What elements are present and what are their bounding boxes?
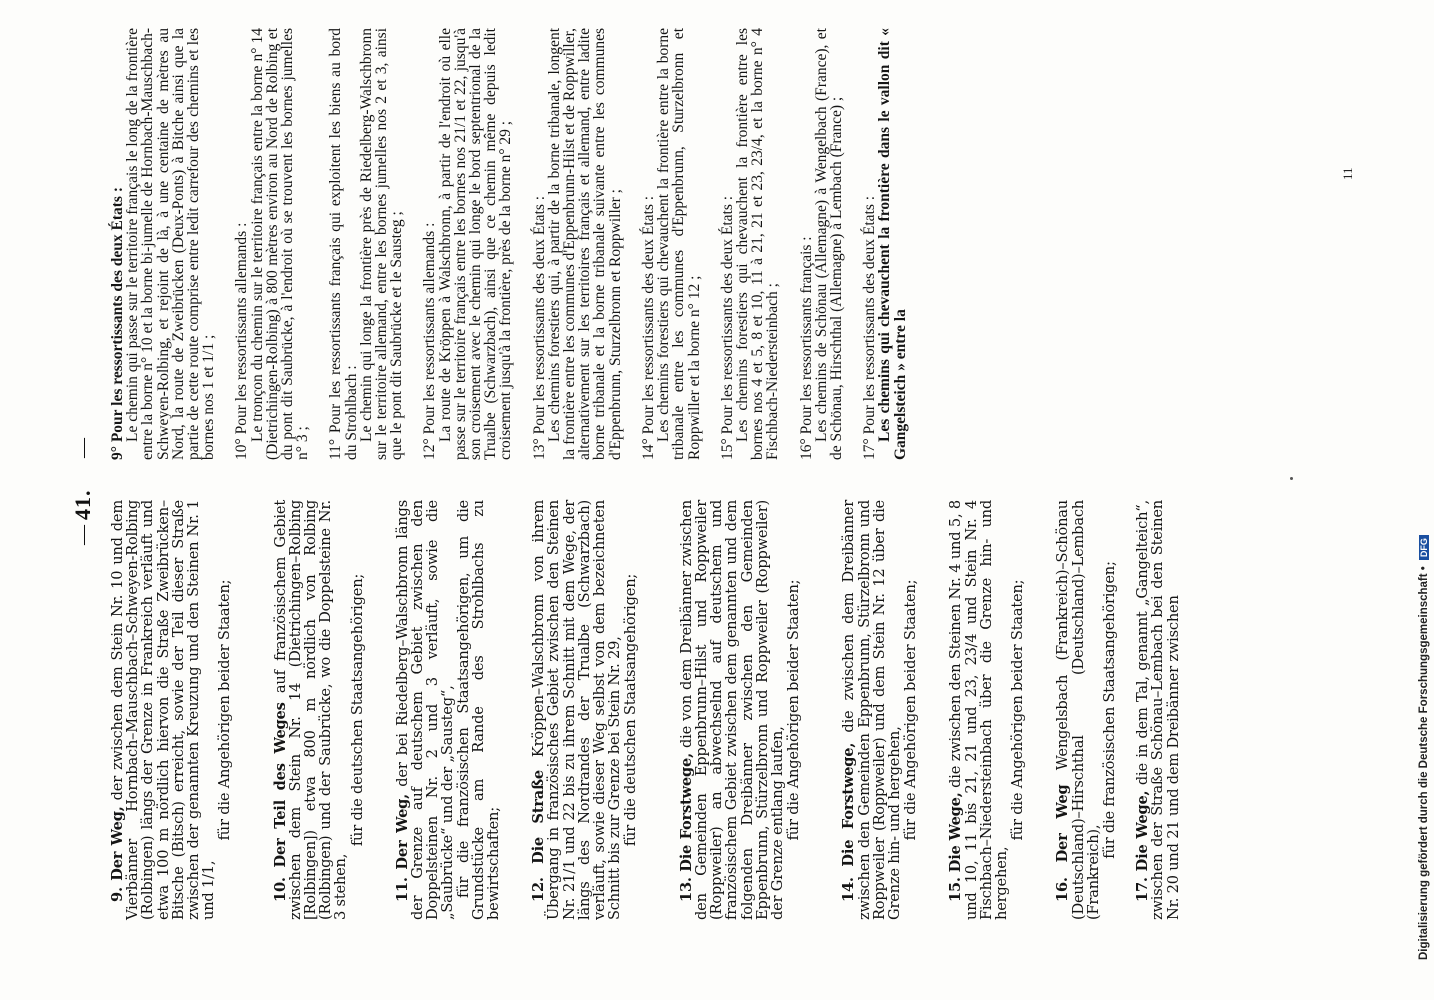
de-item-16-body: Wengelsbach (Frankreich)–Schönau (Deutschland)–Hirschthal (Deutschland)–Lembach (Frankreich), [1054, 500, 1102, 920]
fr-item-17 [862, 28, 908, 460]
fr-item-9-body: Le chemin qui passe sur le territoire français le long de la frontière entre la borne n° 10 et la borne bi-jumelle de Hornbach-Mauschbach-Schweyen-Rolbing, et rejoint de là, à une centaine de mètres au Nord, la route de Zweibrücken (Deux-Ponts) à Bitche ainsi que la partie de cette route comprise entre ledit carrefour des chemins et les bornes nos 1 et 1/1 ; [124, 28, 218, 460]
page-number: 41. [70, 489, 95, 520]
de-item-17-body: die in dem Tal, genannt „Gangelteich“, zwischen der Straße Schönau–Lembach bei den Steinen Nr. 20 und 21 und dem Dreibänner zwischen [1134, 500, 1182, 920]
page-header [70, 0, 100, 1000]
de-item-14-body: die zwischen dem Dreibänner zwischen den Gemeinden Eppenbrunn, Stürzelbronn und Roppweiler (Roppweiler) und dem Stein Nr. 12 über die Grenze hin- und hergehen, [840, 500, 903, 920]
fr-item-11 [328, 28, 404, 460]
french-column [110, 28, 908, 460]
de-item-13-body: die von dem Dreibänner zwischen den Gemeinden Eppenbrunn–Hilst und Roppweiler (Roppweiler) an abwechselnd auf deutschem und französischem Gebiet zwischen dem genannten und dem folgenden Dreibänner zwischen den Gemeinden Eppenbrunn, Stürzelbronn und Roppweiler (Roppweiler) der Grenze entlang laufen, [677, 500, 786, 920]
de-item-12-lead: 12. Die Straße [530, 770, 548, 902]
de-item-10-tail: für die deutschen Staatsangehörigen; [348, 573, 366, 847]
fr-item-10 [234, 28, 310, 460]
fr-item-17-body: Les chemins qui chevauchent la frontière dans le vallon dit « Gangelsteich » entre la [876, 28, 909, 460]
fr-item-14-head: 14° Pour les ressortissants des deux États : [639, 195, 657, 460]
fr-item-12 [422, 28, 513, 460]
de-item-9 [110, 500, 233, 920]
de-item-11-body: der bei Riedelberg–Walschbronn längs der Grenze auf deutschem Gebiet zwischen den Doppelsteinen Nr. 2 und 3 verläuft, sowie die „Saubrücke“ und der „Sausteg“, [393, 500, 457, 920]
de-item-14-lead: 14. Die Forstwege, [840, 742, 858, 902]
de-item-9-lead: 9. Der Weg, [109, 806, 126, 902]
de-item-13-lead: 13. Die Forstwege, [677, 753, 695, 902]
de-item-11-tail: für die französischen Staatsangehörigen, um die Grundstücke am Rande des Strohlbachs zu bewirtschaften; [454, 500, 503, 920]
de-item-15-body: die zwischen den Steinen Nr. 4 und 5, 8 und 10, 11 bis 21, 21 und 23, 23/4 und Stein Nr. 4 Fischbach–Niedersteinbach über die Grenze hin- und hergehen, [947, 500, 1010, 920]
de-item-10-lead: 10. Der Teil des Weges [271, 702, 289, 902]
de-item-15-lead: 15. Die Wege, [947, 792, 965, 902]
fr-item-10-head: 10° Pour les ressortissants allemands : [233, 222, 251, 460]
de-item-12-body: Kröppen–Walschbronn von ihrem Übergang in französisches Gebiet zwischen den Steinen Nr. 21/1 und 22 bis zu ihrem Schnitt mit dem Wege, der längs des Nordrandes der Trualbe (Schwarzbach) verläuft, sowie dieser Weg selbst von dem bezeichneten Schnitt bis zur Grenze bei Stein Nr. 29, [530, 500, 624, 920]
fr-item-15-head: 15° Pour les ressortissants des deux États : [718, 195, 736, 460]
stray-mark [1290, 477, 1293, 480]
de-item-16-tail: für die französischen Staatsangehörigen; [1100, 561, 1118, 859]
de-item-14 [841, 500, 918, 920]
fr-item-11-head: 11° Pour les ressortissants français qui exploitent les biens au bord du Strohlbach : [327, 28, 360, 460]
digitization-credit-text: Digitalisierung gefördert durch die Deutsche Forschungsgemeinschaft • [1418, 566, 1430, 960]
fr-item-13-head: 13° Pour les ressortissants des deux États : [530, 195, 548, 460]
fr-item-16-head: 16° Pour les ressortissants français : [797, 236, 815, 460]
fr-item-10-body: Le tronçon du chemin sur le territoire français entre la borne n° 14 (Dietrichingen-Rolbing) à 800 mètres environ au Nord de Rolbing et du pont dit Saubrücke, à l'endroit où se trouvent les bornes jumelles n° 3 ; [248, 28, 312, 460]
de-item-13 [679, 500, 802, 920]
dfg-logo: DFG [1419, 535, 1429, 560]
fr-item-13 [532, 28, 623, 460]
digitization-credit [1418, 0, 1434, 960]
fr-item-12-head: 12° Pour les ressortissants allemands : [421, 222, 439, 460]
fr-item-16-body: Les chemins de Schönau (Allemagne) à Wengelbach (France), et de Schönau, Hirschthal (Allemagne) à Lembach (France) ; [812, 28, 845, 460]
de-item-10 [273, 500, 365, 920]
de-item-12 [531, 500, 638, 920]
fr-item-14-body: Les chemins forestiers qui chevauchent la frontière entre la borne tribanale entre les communes d'Eppenbrunn, Sturzelbronn et Roppwiller et la borne n° 12 ; [655, 28, 703, 460]
de-item-14-tail: für die Angehörigen beider Staaten; [902, 579, 920, 841]
de-item-9-body: der zwischen dem Stein Nr. 10 und dem Vierbänner Hornbach–Mauschbach–Schweyen-Rolbing (Rolbingen) längs der Grenze in Frankreich verläuft und etwa 100 m nördlich hiervon die Straße Zweibrücken–Bitsche (Bitsch) erreicht, sowie der Teil dieser Straße zwischen der genannten Kreuzung und den Steinen Nr. 1 und 1/1, [109, 500, 218, 920]
fr-item-9 [110, 28, 216, 460]
fr-item-15-body: Les chemins forestiers qui chevauchent la frontière entre les bornes nos 4 et 5, 8 et 10, 11 à 21, 21 et 23, 23/4, et la borne n° 4 Fischbach-Niedersteinbach ; [733, 28, 782, 460]
de-item-17 [1135, 500, 1181, 920]
fr-item-15 [720, 28, 781, 460]
fr-item-14 [641, 28, 702, 460]
fr-item-12-body: La route de Kröppen à Walschbronn, à partir de l'endroit où elle passe sur le territoire français entre les bornes nos 21/1 et 22, jusqu'à son croisement avec le chemin qui longe le bord septentrional de la Trualbe (Schwarzbach), ainsi que ce chemin même depuis ledit croisement jusqu'à la frontière, près de la borne n° 29 ; [436, 28, 515, 460]
de-item-12-tail: für die deutschen Staatsangehörigen; [622, 573, 640, 847]
fr-item-13-body: Les chemins forestiers qui, à partir de la borne tribanale, longent la frontière entre les communes d'Eppenbrunn-Hilst et de Roppwiller, alternativement sur les territoires français et allemand, entre ladite borne tribanale et la borne tribanale suivante entre les communes d'Eppenbrunn, Sturzelbronn et Roppwiller ; [545, 28, 624, 460]
de-item-11 [395, 500, 501, 920]
de-item-16-lead: 16. Der Weg [1054, 784, 1072, 902]
de-item-15-tail: für die Angehörigen beider Staaten; [1009, 579, 1027, 841]
header-dash-right: — [72, 438, 94, 458]
fr-item-16 [799, 28, 845, 460]
footer-page-number: 11 [1340, 167, 1355, 180]
de-item-10-body: auf französischem Gebiet zwischen dem Stein Nr. 14 (Dietrichingen–Rolbing [Rolbingen]) etwa 800 m nördlich von Rolbing (Rolbingen) und der Saubrücke, wo die Doppelsteine Nr. 3 stehen, [271, 500, 350, 920]
fr-item-11-body: Le chemin qui longe la frontière près de Riedelberg-Walschbronn sur le territoire allemand, entre les bornes jumelles nos 2 et 3, ainsi que le pont dit Saubrücke et le Sausteg ; [357, 28, 406, 460]
header-dash-left: — [72, 525, 94, 545]
de-item-13-tail: für die Angehörigen beider Staaten; [785, 579, 803, 841]
de-item-17-lead: 17. Die Wege, [1134, 790, 1152, 902]
de-item-16 [1055, 500, 1117, 920]
fr-item-9-head: 9° Pour les ressortissants des deux États : [109, 186, 126, 460]
de-item-11-lead: 11. Der Weg, [393, 793, 411, 902]
de-item-9-tail: für die Angehörigen beider Staaten; [216, 579, 234, 841]
fr-item-17-head: 17° Pour les ressortissants des deux États : [861, 195, 879, 460]
german-column [110, 500, 1181, 920]
de-item-15 [948, 500, 1025, 920]
